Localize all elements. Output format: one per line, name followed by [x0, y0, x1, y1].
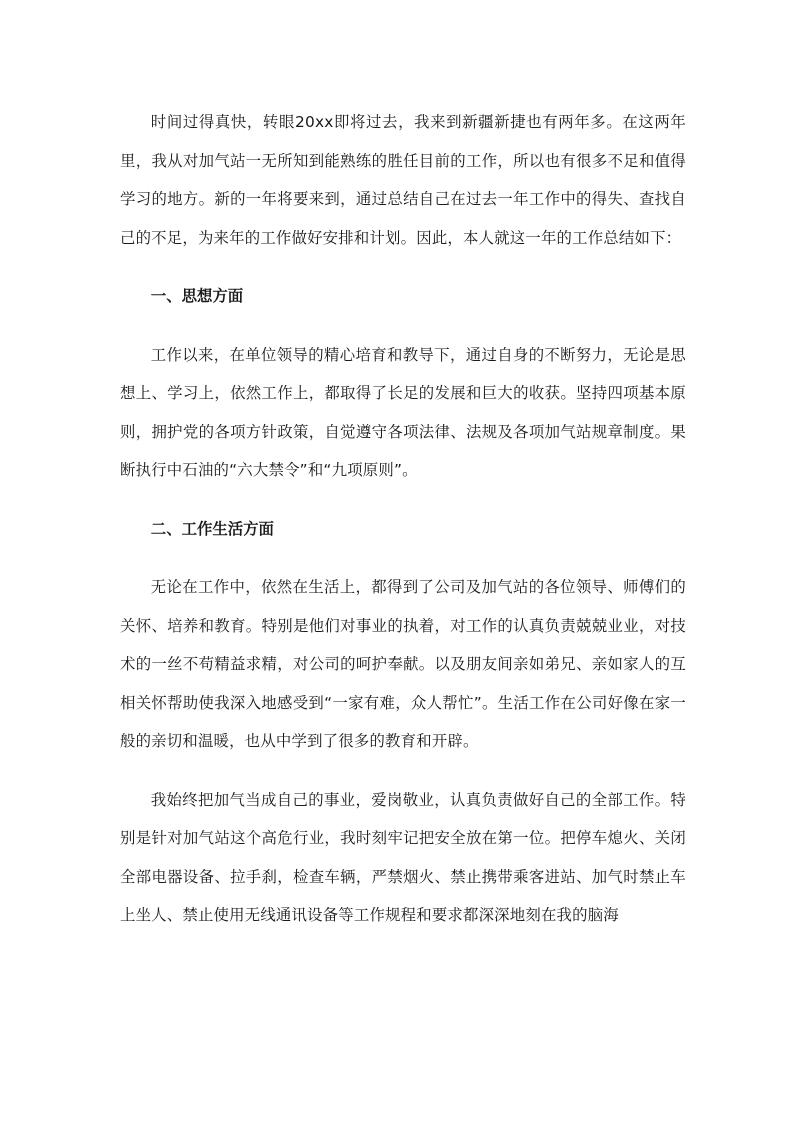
- spacer: [120, 257, 686, 277]
- spacer: [120, 490, 686, 510]
- document-body: [120, 103, 686, 935]
- spacer: [120, 548, 686, 568]
- section-heading-thought: 一、思想方面: [150, 287, 244, 305]
- thought-paragraph: 工作以来，在单位领导的精心培育和教导下，通过自身的不断努力，无论是思想上、学习上，依然工作上，都取得了长足的发展和巨大的收获。坚持四项基本原则，拥护党的各项方针政策，自觉遵守各项法律、法规及各项加气站规章制度。果断执行中石油的“六大禁令”和“九项原则”。: [120, 345, 686, 479]
- section-heading-work-life: 二、工作生活方面: [150, 519, 274, 538]
- spacer: [120, 316, 686, 336]
- intro-paragraph: 时间过得真快，转眼20xx即将过去，我来到新疆新捷也有两年多。在这两年里，我从对加气站一无所知到能熟练的胜任目前的工作，所以也有很多不足和值得学习的地方。新的一年将要来到，通过总结自己在过去一年工作中的得失、查找自己的不足，为来年的工作做好安排和计划。因此，本人就这一年的工作总结如下：: [120, 113, 686, 247]
- spacer: [120, 761, 686, 781]
- work-life-paragraph-2: 我始终把加气当成自己的事业，爱岗敬业，认真负责做好自己的全部工作。特别是针对加气站这个高危行业，我时刻牢记把安全放在第一位。把停车熄火、关闭全部电器设备、拉手刹，检查车辆，严禁烟火、禁止携带乘客进站、加气时禁止车上坐人、禁止使用无线通讯设备等工作规程和要求都深深地刻在我的脑海: [120, 790, 686, 924]
- work-life-paragraph-1: 无论在工作中，依然在生活上，都得到了公司及加气站的各位领导、师傅们的关怀、培养和教育。特别是他们对事业的执着，对工作的认真负责兢兢业业，对技术的一丝不苟精益求精，对公司的呵护奉献。以及朋友间亲如弟兄、亲如家人的互相关怀帮助使我深入地感受到“一家有难，众人帮忙”。生活工作在公司好像在家一般的亲切和温暖，也从中学到了很多的教育和开辟。: [120, 578, 686, 750]
